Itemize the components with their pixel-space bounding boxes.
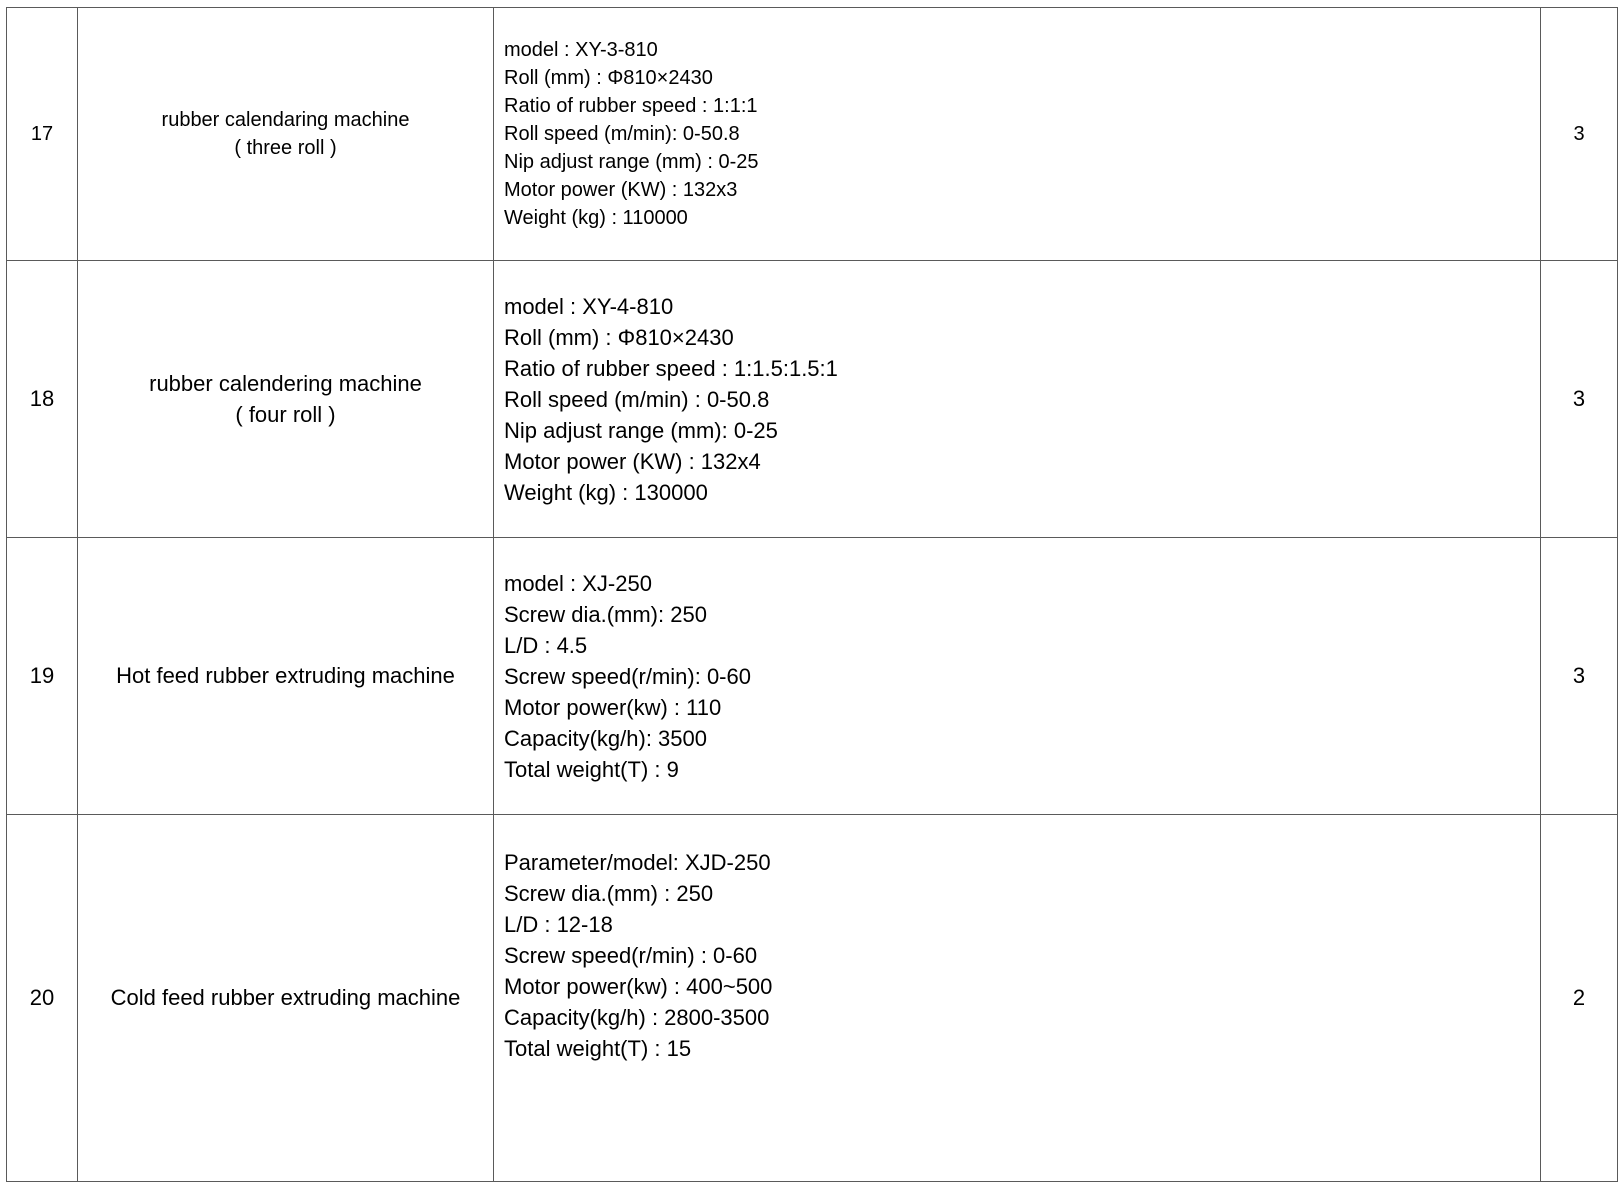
spec-line: L/D : 12-18 bbox=[504, 912, 613, 937]
machine-name: rubber calendering machine bbox=[149, 371, 422, 396]
machine-name-cell bbox=[78, 538, 494, 815]
item-number-cell bbox=[7, 538, 78, 815]
spec-line: model : XY-4-810 bbox=[504, 293, 674, 319]
quantity: 3 bbox=[1572, 386, 1586, 411]
quantity-cell bbox=[1541, 8, 1618, 261]
quantity-cell bbox=[1541, 261, 1618, 538]
spec-line: Screw speed(r/min): 0-60 bbox=[504, 663, 751, 689]
spec-line: Ratio of rubber speed : 1:1:1 bbox=[504, 95, 758, 117]
machine-subtype: ( four roll ) bbox=[235, 402, 336, 427]
item-number: 17 bbox=[30, 122, 54, 145]
spec-line: Ratio of rubber speed : 1:1.5:1.5:1 bbox=[504, 355, 838, 381]
spec-line: Parameter/model: XJD-250 bbox=[504, 850, 771, 875]
spec-line: model : XJ-250 bbox=[504, 570, 652, 596]
machine-name-cell bbox=[78, 261, 494, 538]
machine-name-cell bbox=[78, 815, 494, 1182]
spec-line: Nip adjust range (mm) : 0-25 bbox=[504, 151, 759, 173]
spec-line: Screw speed(r/min) : 0-60 bbox=[504, 943, 758, 968]
spec-line: Roll speed (m/min) : 0-50.8 bbox=[504, 386, 770, 412]
item-number: 18 bbox=[29, 386, 55, 411]
quantity: 2 bbox=[1572, 985, 1586, 1010]
item-number: 19 bbox=[29, 663, 55, 688]
item-number-cell bbox=[7, 261, 78, 538]
table-row bbox=[7, 261, 1618, 538]
spec-line: Total weight(T) : 9 bbox=[504, 756, 679, 782]
item-number-cell bbox=[7, 815, 78, 1182]
spec-line: Capacity(kg/h) : 2800-3500 bbox=[504, 1005, 770, 1030]
spec-line: Motor power(kw) : 400~500 bbox=[504, 974, 773, 999]
spec-line: Roll speed (m/min): 0-50.8 bbox=[504, 123, 740, 145]
spec-line: Total weight(T) : 15 bbox=[504, 1036, 692, 1061]
specification-cell bbox=[494, 815, 1541, 1182]
spec-line: Weight (kg) : 130000 bbox=[504, 479, 708, 505]
machine-subtype: ( three roll ) bbox=[234, 137, 337, 159]
equipment-table bbox=[6, 7, 1618, 1182]
machine-name: Cold feed rubber extruding machine bbox=[110, 985, 461, 1010]
spec-line: Nip adjust range (mm): 0-25 bbox=[504, 417, 778, 443]
machine-name: rubber calendaring machine bbox=[161, 109, 410, 131]
quantity-cell bbox=[1541, 538, 1618, 815]
spec-line: Screw dia.(mm): 250 bbox=[504, 601, 707, 627]
spec-line: Roll (mm) : Φ810×2430 bbox=[504, 324, 734, 350]
spec-line: Motor power (KW) : 132x3 bbox=[504, 179, 738, 201]
item-number: 20 bbox=[29, 985, 55, 1010]
spec-line: Weight (kg) : 110000 bbox=[504, 207, 688, 229]
specification-cell bbox=[494, 538, 1541, 815]
spec-line: Motor power (KW) : 132x4 bbox=[504, 448, 761, 474]
table-row bbox=[7, 815, 1618, 1182]
specification-cell bbox=[494, 8, 1541, 261]
machine-name: Hot feed rubber extruding machine bbox=[116, 663, 455, 688]
quantity: 3 bbox=[1572, 663, 1586, 688]
table-row bbox=[7, 8, 1618, 261]
machine-name-cell bbox=[78, 8, 494, 261]
table-row bbox=[7, 538, 1618, 815]
spec-line: Screw dia.(mm) : 250 bbox=[504, 881, 714, 906]
spec-line: Motor power(kw) : 110 bbox=[504, 694, 722, 720]
spec-line: L/D : 4.5 bbox=[504, 632, 588, 658]
spec-line: Capacity(kg/h): 3500 bbox=[504, 725, 707, 751]
quantity-cell bbox=[1541, 815, 1618, 1182]
specification-cell bbox=[494, 261, 1541, 538]
spec-line: Roll (mm) : Φ810×2430 bbox=[504, 67, 713, 89]
item-number-cell bbox=[7, 8, 78, 261]
quantity: 3 bbox=[1573, 122, 1585, 145]
spec-line: model : XY-3-810 bbox=[504, 39, 658, 61]
